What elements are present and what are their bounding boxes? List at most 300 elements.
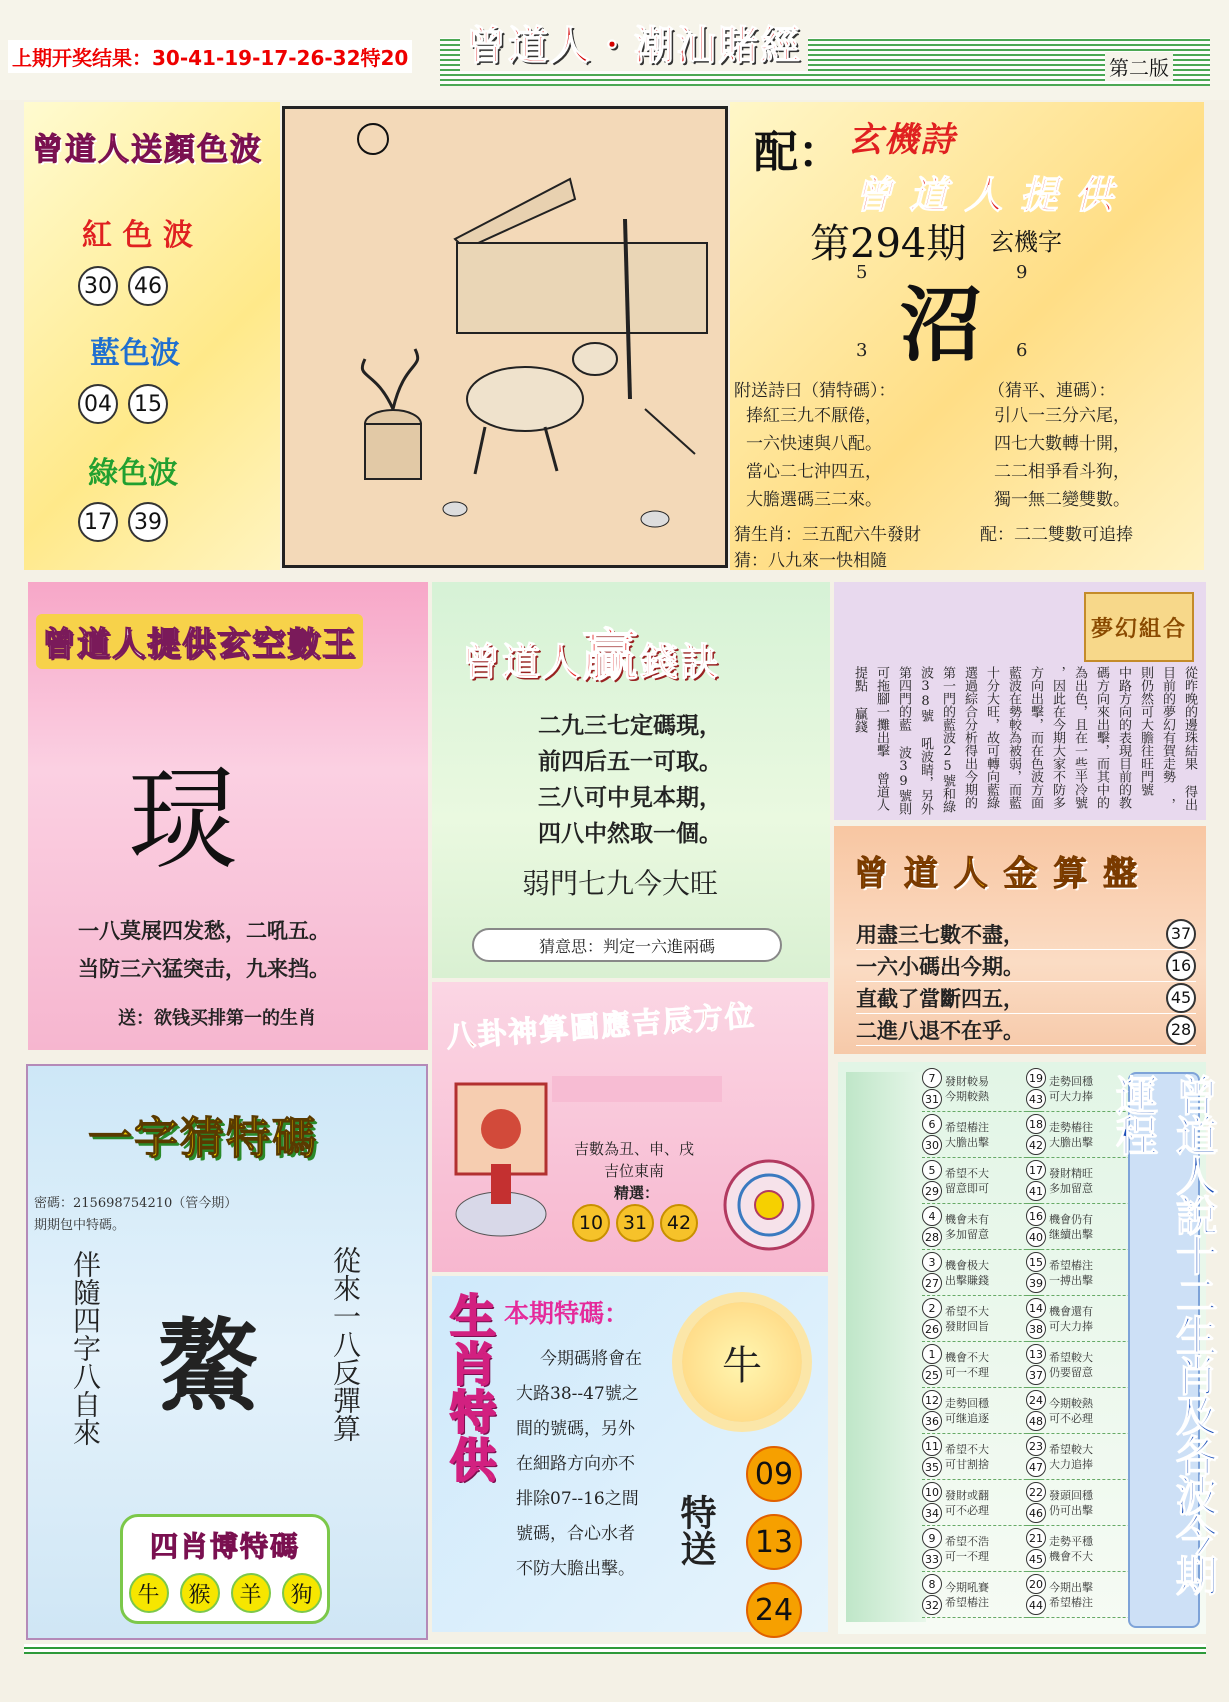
bagua-blur-box <box>552 1076 722 1102</box>
fortune-num: 37 <box>1026 1365 1046 1385</box>
bagua-pick: 31 <box>616 1204 654 1242</box>
fortune-line: 希望不大 <box>945 1304 989 1318</box>
fortune-line: 多加留意 <box>1049 1181 1093 1195</box>
header-title: 曾道人・潮汕賭經 <box>460 14 808 71</box>
fortune-num: 1 <box>922 1344 942 1364</box>
fortune-text <box>945 1120 989 1150</box>
green-wave-label: 綠色波 <box>88 456 178 491</box>
zodiac-ball: 猴 <box>180 1573 220 1613</box>
fortune-text <box>1049 1212 1093 1242</box>
bagua-pos: 吉位東南 <box>604 1162 665 1180</box>
fortune-line: 走勢回穩 <box>945 1396 989 1410</box>
fortune-num: 36 <box>922 1411 942 1431</box>
poem-left <box>746 402 882 514</box>
fortune-num: 41 <box>1026 1181 1046 1201</box>
fortune-line: 希望較大 <box>1049 1442 1093 1456</box>
fortune-row-nums <box>922 1436 942 1477</box>
fortune-row-nums <box>1026 1482 1046 1523</box>
fortune-num: 21 <box>1026 1528 1046 1548</box>
poem-line: 捧紅三九不厭倦， <box>746 406 882 426</box>
calc-row-num: 37 <box>1166 919 1196 949</box>
fortune-row <box>922 1572 1042 1618</box>
calc-row <box>856 918 1196 950</box>
fortune-line: 大膽出擊 <box>945 1135 989 1149</box>
fortune-num: 24 <box>1026 1390 1046 1410</box>
fortune-row-nums <box>922 1068 942 1109</box>
poem-line: 大膽選碼三二來。 <box>746 490 882 510</box>
dream-col: ，則仍然可大膽往旺門號 <box>1138 666 1175 811</box>
fortune-row-nums <box>922 1574 942 1615</box>
dream-text <box>848 666 1200 816</box>
fortune-text <box>1049 1442 1093 1472</box>
bagua-picks <box>572 1204 698 1242</box>
ball: 39 <box>128 502 168 542</box>
win-hint: 猜意思：判定一六進兩碼 <box>472 928 782 962</box>
fortune-line: 留意即可 <box>945 1181 989 1195</box>
zodiac-ball: 狗 <box>282 1573 322 1613</box>
win-line: 前四后五一可取。 <box>538 748 722 775</box>
bagua-pick: 42 <box>660 1204 698 1242</box>
fortune-num: 44 <box>1026 1595 1046 1615</box>
poem-line: 獨一無二變雙數。 <box>994 490 1130 510</box>
zodiac-ball: 牛 <box>129 1573 169 1613</box>
xuankong-glyph: 㻏 <box>128 756 238 884</box>
bagua-wheel-icon <box>722 1158 816 1252</box>
zodiac-send-num: 09 <box>746 1446 802 1502</box>
calc-title: 曾 道 人 金 算 盤 <box>854 854 1140 894</box>
fortune-line: 機會未有 <box>945 1212 989 1226</box>
fortune-row <box>922 1388 1042 1434</box>
fortune-num: 10 <box>922 1482 942 1502</box>
pei-label: 配： <box>754 127 842 178</box>
poem-head-right: （猜平、連碼）： <box>988 381 1116 401</box>
fortune-num: 14 <box>1026 1298 1046 1318</box>
zodiac-text-line: 排除07--16之間 <box>516 1489 639 1509</box>
fortune-num: 8 <box>922 1574 942 1594</box>
fortune-line: 可不必理 <box>945 1503 989 1517</box>
fortune-text <box>945 1350 989 1380</box>
fortune-line: 希望不大 <box>945 1442 989 1456</box>
one-word-left-col: 伴隨四字八自來 <box>69 1250 102 1446</box>
fortune-num: 4 <box>922 1206 942 1226</box>
fortune-row-nums <box>1026 1436 1046 1477</box>
ball: 17 <box>78 502 118 542</box>
calc-row-text: 一六小碼出今期。 <box>856 953 1024 979</box>
fortune-num: 12 <box>922 1390 942 1410</box>
fortune-text <box>945 1488 989 1518</box>
fortune-row-nums <box>1026 1068 1046 1109</box>
fortune-line: 希望不大 <box>945 1166 989 1180</box>
fortune-line: 可一不理 <box>945 1365 989 1379</box>
fortune-line: 發頭回穩 <box>1049 1488 1093 1502</box>
fortune-line: 發財回旨 <box>945 1319 989 1333</box>
fortune-num: 3 <box>922 1252 942 1272</box>
bagua-lucky: 吉數為丑、申、戌 <box>574 1140 695 1158</box>
header <box>0 0 1229 100</box>
color-wave-panel <box>24 102 280 570</box>
one-word-title: 一字猜特碼 <box>88 1113 318 1164</box>
fortune-row <box>922 1342 1042 1388</box>
fortune-num: 18 <box>1026 1114 1046 1134</box>
dream-col: 曾道人提點 <box>852 666 889 811</box>
xuankong-line: 当防三六猛突击，九来挡。 <box>78 956 330 981</box>
fortune-line: 機會极大 <box>945 1258 989 1272</box>
fortune-line: 發財或翻 <box>945 1488 989 1502</box>
fortune-num: 11 <box>922 1436 942 1456</box>
fortune-row <box>922 1434 1042 1480</box>
calc-row-num: 28 <box>1166 1015 1196 1045</box>
zodiac-text-line: 不防大膽出擊。 <box>516 1559 635 1579</box>
fortune-line: 發財較易 <box>945 1074 989 1088</box>
blurred-column <box>846 1072 926 1622</box>
edition-label: 第二版 <box>1105 52 1173 81</box>
fortune-row-nums <box>1026 1344 1046 1385</box>
xuankong-send: 送：欲钱买排第一的生肖 <box>118 1008 316 1029</box>
num-3: 3 <box>856 340 868 361</box>
fortune-num: 7 <box>922 1068 942 1088</box>
fortune-text <box>1049 1258 1093 1288</box>
xuankong-title: 曾道人提供玄空數王 <box>36 614 363 669</box>
fortune-num: 42 <box>1026 1135 1046 1155</box>
red-wave-balls <box>78 266 168 306</box>
fortune-text <box>945 1166 989 1196</box>
fortune-text <box>1049 1166 1093 1196</box>
dream-col: 波39號則可拖腳一攤出擊 <box>874 666 911 815</box>
fortune-line: 可继追逐 <box>945 1411 989 1425</box>
fortune-num: 25 <box>922 1365 942 1385</box>
fortune-text <box>945 1304 989 1334</box>
dream-col: 碼方向來出擊，而其中的 <box>1094 666 1109 809</box>
fortune-num: 20 <box>1026 1574 1046 1594</box>
xuankong-line: 一八莫展四发愁，二吼五。 <box>78 918 330 943</box>
provider-title: 曾 道 人 提 供 <box>854 173 1115 217</box>
fortune-line: 多加留意 <box>945 1227 989 1241</box>
ball: 30 <box>78 266 118 306</box>
fortune-line: 可大力捧 <box>1049 1089 1093 1103</box>
fortune-num: 17 <box>1026 1160 1046 1180</box>
bagua-pick: 10 <box>572 1204 610 1242</box>
win-title-big: 贏 <box>582 624 641 689</box>
twelve-side-title: 曾道人說十二生肖及各波今期運程 <box>1128 1072 1200 1628</box>
fortune-line: 一搏出擊 <box>1049 1273 1093 1287</box>
dream-col: 為出色，且在一些半冷號 <box>1072 666 1087 809</box>
dream-col: 第一門的藍波25號和綠波38號 <box>918 666 955 813</box>
fortune-text <box>1049 1304 1093 1334</box>
fortune-row-nums <box>922 1298 942 1339</box>
fortune-line: 希望樁注 <box>1049 1595 1093 1609</box>
xuanji-char-label: 玄機字 <box>990 228 1062 256</box>
fortune-line: 仍要留意 <box>1049 1365 1093 1379</box>
fortune-text <box>945 1212 989 1242</box>
dream-title: 夢幻組合 <box>1084 592 1194 662</box>
fortune-text <box>945 1074 989 1104</box>
fortune-num: 38 <box>1026 1319 1046 1339</box>
win-title-main: 曾道人 <box>462 640 583 684</box>
fortune-num: 35 <box>922 1457 942 1477</box>
fortune-line: 走勢回穩 <box>1049 1074 1093 1088</box>
fortune-num: 39 <box>1026 1273 1046 1293</box>
fortune-line: 希望樁注 <box>1049 1258 1093 1272</box>
calc-rows <box>856 918 1196 1046</box>
poem-line: 二二相爭看斗狗， <box>994 462 1130 482</box>
calc-row <box>856 982 1196 1014</box>
fortune-text <box>945 1580 989 1610</box>
xuankong-lines <box>78 912 330 988</box>
fortune-row-nums <box>1026 1160 1046 1201</box>
poem-head-left: 附送詩曰（猜特碼）： <box>734 381 896 401</box>
win-extra: 弱門七九今大旺 <box>522 867 719 900</box>
poem-right <box>994 402 1130 514</box>
dream-col: ，因此在今期大家不防多 <box>1050 666 1065 809</box>
fortune-row-nums <box>922 1114 942 1155</box>
zodiac-side-title: 生肖特供 <box>443 1292 497 1484</box>
fortune-row <box>922 1066 1042 1112</box>
fortune-row-nums <box>1026 1252 1046 1293</box>
xuankong-panel <box>28 582 428 1050</box>
fortune-num: 48 <box>1026 1411 1046 1431</box>
guess-extra: 猜：八九來一快相隨 <box>734 551 887 571</box>
fortune-row <box>922 1204 1042 1250</box>
fortune-row-nums <box>922 1160 942 1201</box>
fortune-num: 32 <box>922 1595 942 1615</box>
fortune-row-nums <box>922 1344 942 1385</box>
fortune-line: 今期較熱 <box>945 1089 989 1103</box>
fortune-line: 今期吼賽 <box>945 1580 989 1594</box>
win-title-tail: 錢訣 <box>640 640 721 684</box>
fortune-text <box>1049 1534 1093 1564</box>
fortune-text <box>945 1534 989 1564</box>
fortune-row <box>922 1296 1042 1342</box>
fortune-row <box>922 1158 1042 1204</box>
one-word-code: 密碼：215698754210（管今期） <box>34 1196 238 1211</box>
zodiac-ball: 羊 <box>231 1573 271 1613</box>
fortune-num: 46 <box>1026 1503 1046 1523</box>
fortune-num: 47 <box>1026 1457 1046 1477</box>
goat-sketch-icon <box>285 109 725 565</box>
bagua-wheel <box>722 1158 816 1252</box>
fortune-row-nums <box>922 1390 942 1431</box>
dream-col: 從昨晚的邊珠結果 <box>1182 666 1197 770</box>
dream-col: 得出目前的夢幻有賀走勢 <box>1160 666 1197 811</box>
calc-row <box>856 950 1196 982</box>
fortune-line: 继續出擊 <box>1049 1227 1093 1241</box>
num-5: 5 <box>856 262 868 283</box>
fortune-line: 希望樁注 <box>945 1120 989 1134</box>
bagua-pick-label: 精選： <box>614 1184 660 1202</box>
fortune-line: 希望較大 <box>1049 1350 1093 1364</box>
fortune-line: 可不必理 <box>1049 1411 1093 1425</box>
ball: 46 <box>128 266 168 306</box>
one-word-big: 鰲 <box>158 1307 258 1425</box>
fortune-line: 大膽出擊 <box>1049 1135 1093 1149</box>
win-line: 四八中然取一個。 <box>538 820 722 847</box>
dream-col: 中路方向的表現目前的教 <box>1116 666 1131 809</box>
fortune-line: 出擊賺錢 <box>945 1273 989 1287</box>
fortune-line: 走勢平穩 <box>1049 1534 1093 1548</box>
fortune-num: 16 <box>1026 1206 1046 1226</box>
green-wave-balls <box>78 502 168 542</box>
calc-row <box>856 1014 1196 1046</box>
fortune-row-nums <box>1026 1574 1046 1615</box>
fortune-left-list <box>922 1066 1042 1618</box>
fortune-text <box>945 1258 989 1288</box>
fortune-text <box>1049 1350 1093 1380</box>
dream-col: 選過綜合分析得出今期的 <box>962 666 977 809</box>
fortune-num: 9 <box>922 1528 942 1548</box>
poem-line: 引八一三分六尾， <box>994 406 1130 426</box>
fortune-line: 可一不理 <box>945 1549 989 1563</box>
fortune-num: 28 <box>922 1227 942 1247</box>
win-lines <box>538 708 722 852</box>
poem-line: 一六快速與八配。 <box>746 434 882 454</box>
fortune-line: 今期出擊 <box>1049 1580 1093 1594</box>
bagua-panel <box>432 982 828 1272</box>
fortune-num: 22 <box>1026 1482 1046 1502</box>
fortune-line: 可甘割捨 <box>945 1457 989 1471</box>
fortune-row <box>922 1526 1042 1572</box>
win-line: 三八可中見本期， <box>538 784 722 811</box>
poem-panel <box>730 102 1204 570</box>
zodiac-text-line: 間的號碼，另外 <box>516 1419 635 1439</box>
zodiac-text-line: 大路38--47號之 <box>516 1384 639 1404</box>
fortune-text <box>945 1442 989 1472</box>
calc-row-num: 45 <box>1166 983 1196 1013</box>
fortune-text <box>1049 1580 1093 1610</box>
zodiac-text-line: 號碼，合心水者 <box>516 1524 635 1544</box>
fortune-line: 機會仍有 <box>1049 1212 1093 1226</box>
fortune-num: 31 <box>922 1089 942 1109</box>
bottom-stripe <box>24 1644 1206 1654</box>
dream-col: 吼波睛，另外第四門的藍 <box>896 666 933 815</box>
zodiac-send-num: 24 <box>746 1582 802 1638</box>
calc-row-text: 直截了當斷四五， <box>856 985 1024 1011</box>
calc-row-num: 16 <box>1166 951 1196 981</box>
fortune-line: 機會不大 <box>1049 1549 1093 1563</box>
fortune-num: 27 <box>922 1273 942 1293</box>
fortune-line: 大力追捧 <box>1049 1457 1093 1471</box>
fortune-num: 19 <box>1026 1068 1046 1088</box>
one-word-panel <box>26 1064 428 1640</box>
four-zodiac-list <box>123 1573 327 1613</box>
fortune-line: 機會還有 <box>1049 1304 1093 1318</box>
guess-pair: 配：二二雙數可追捧 <box>980 525 1133 545</box>
xuanji-title: 玄機詩 <box>848 120 956 160</box>
fortune-text <box>1049 1074 1093 1104</box>
fortune-row-nums <box>1026 1206 1046 1247</box>
ball: 04 <box>78 384 118 424</box>
fortune-text <box>1049 1396 1093 1426</box>
four-zodiac-box <box>120 1514 330 1624</box>
win-line: 二九三七定碼現， <box>538 712 722 739</box>
fortune-row-nums <box>922 1482 942 1523</box>
one-word-sub: 期期包中特碼。 <box>34 1218 126 1233</box>
fortune-num: 6 <box>922 1114 942 1134</box>
big-xuanji-char: 沼 <box>900 277 983 373</box>
poem-line: 四七大數轉十開， <box>994 434 1130 454</box>
fortune-row-nums <box>922 1252 942 1293</box>
fortune-line: 今期較熱 <box>1049 1396 1093 1410</box>
calc-row-text: 用盡三七數不盡， <box>856 921 1024 947</box>
dream-col: 十分大旺，故可轉向藍綠 <box>984 666 999 809</box>
fortune-line: 發財精旺 <box>1049 1166 1093 1180</box>
zodiac-send-label: 特送 <box>675 1494 717 1566</box>
fortune-row <box>922 1112 1042 1158</box>
last-result: 上期开奖结果：30-41-19-17-26-32特20 <box>8 40 412 73</box>
sketch-illustration <box>282 106 728 568</box>
one-word-right-col: 從來一八反彈算 <box>329 1246 362 1442</box>
win-money-panel <box>432 582 830 978</box>
zodiac-special-panel <box>432 1276 828 1632</box>
fortune-line: 仍可出擊 <box>1049 1503 1093 1517</box>
zodiac-special-text <box>516 1342 642 1587</box>
fortune-num: 40 <box>1026 1227 1046 1247</box>
red-wave-label: 紅 色 波 <box>82 218 193 253</box>
win-title <box>462 612 720 692</box>
ball: 15 <box>128 384 168 424</box>
num-9: 9 <box>1016 262 1028 283</box>
fortune-line: 希望不浩 <box>945 1534 989 1548</box>
dream-col: 贏錢 <box>852 707 867 733</box>
fortune-num: 33 <box>922 1549 942 1569</box>
fortune-row-nums <box>922 1528 942 1569</box>
four-zodiac-title: 四肖博特碼 <box>149 1530 300 1563</box>
blue-wave-label: 藍色波 <box>90 336 180 371</box>
fortune-row-nums <box>1026 1114 1046 1155</box>
fortune-row <box>922 1480 1042 1526</box>
poem-line: 當心二七沖四五， <box>746 462 882 482</box>
fortune-num: 34 <box>922 1503 942 1523</box>
fortune-line: 走勢樁往 <box>1049 1120 1093 1134</box>
fortune-num: 29 <box>922 1181 942 1201</box>
issue-number: 第294期 <box>810 221 967 267</box>
fortune-row-nums <box>1026 1298 1046 1339</box>
fortune-num: 13 <box>1026 1344 1046 1364</box>
fortune-num: 2 <box>922 1298 942 1318</box>
num-6: 6 <box>1016 340 1028 361</box>
fortune-num: 43 <box>1026 1089 1046 1109</box>
fortune-row-nums <box>922 1206 942 1247</box>
zodiac-special-title: 本期特碼： <box>504 1299 630 1328</box>
fortune-row-nums <box>1026 1390 1046 1431</box>
fortune-num: 5 <box>922 1160 942 1180</box>
fortune-line: 機會不大 <box>945 1350 989 1364</box>
fortune-num: 45 <box>1026 1549 1046 1569</box>
dream-col: 藍波在勢較為被弱，而藍 <box>1006 666 1021 809</box>
fortune-text <box>945 1396 989 1426</box>
warrior-horse-icon <box>446 1074 556 1254</box>
dream-combo-panel <box>834 582 1206 820</box>
zodiac-text-line: 在細路方向亦不 <box>516 1454 635 1474</box>
zodiac-send-nums <box>746 1446 802 1638</box>
fortune-line: 可大力捧 <box>1049 1319 1093 1333</box>
gold-abacus-panel <box>834 826 1206 1054</box>
rider-illustration <box>446 1074 556 1254</box>
fortune-num: 30 <box>922 1135 942 1155</box>
fortune-row <box>922 1250 1042 1296</box>
guess-zodiac: 猜生肖：三五配六牛發財 <box>734 525 921 545</box>
twelve-zodiac-panel <box>838 1062 1219 1634</box>
fortune-text <box>1049 1120 1093 1150</box>
bagua-title: 八卦神算圖應吉辰方位 <box>445 998 757 1054</box>
color-wave-title: 曾道人送顏色波 <box>32 132 263 168</box>
zodiac-flower: 牛 <box>682 1302 802 1422</box>
fortune-row-nums <box>1026 1528 1046 1569</box>
zodiac-text-line: 今期碼將會在 <box>540 1349 642 1369</box>
fortune-text <box>1049 1488 1093 1518</box>
fortune-num: 23 <box>1026 1436 1046 1456</box>
fortune-line: 希望樁注 <box>945 1595 989 1609</box>
fortune-num: 26 <box>922 1319 942 1339</box>
